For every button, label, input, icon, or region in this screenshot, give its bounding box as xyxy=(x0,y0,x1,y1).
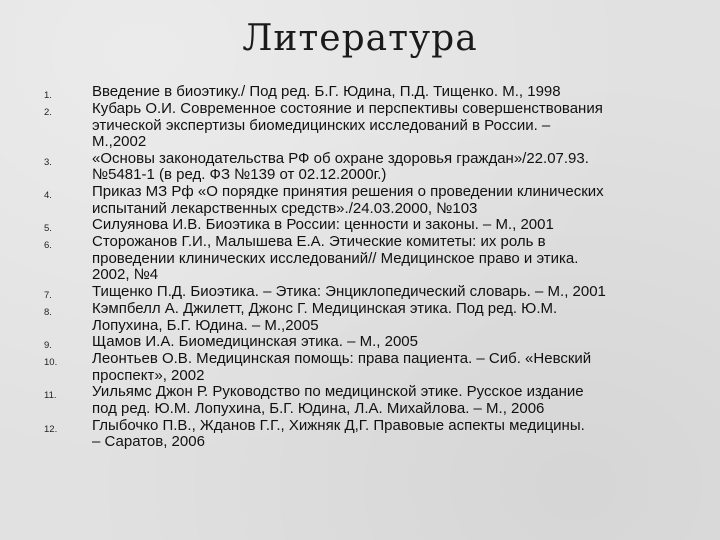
item-number: 7. xyxy=(44,289,52,301)
item-number: 11. xyxy=(44,390,57,402)
item-number: 5. xyxy=(44,223,52,235)
item-text: Сторожанов Г.И., Малышева Е.А. Этические комитеты: их роль в проведении клинических исследований// Медицинское право и этика. 2002, №4 xyxy=(92,233,579,284)
item-text: Тищенко П.Д. Биоэтика. – Этика: Энциклопедический словарь. – М., 2001 xyxy=(92,282,606,300)
slide-title: Литература xyxy=(242,18,478,59)
item-text: Кубарь О.И. Современное состояние и перспективы совершенствования этической экспертизы биомедицинских исследований в России. – М.,2002 xyxy=(92,100,603,151)
list-item xyxy=(36,284,686,301)
item-number: 4. xyxy=(44,189,52,201)
item-number: 2. xyxy=(44,107,52,118)
list-item xyxy=(36,384,686,417)
list-item xyxy=(36,418,686,451)
item-number: 9. xyxy=(44,340,52,352)
item-number: 10. xyxy=(44,357,58,369)
item-text: Приказ МЗ Рф «О порядке принятия решения о проведении клинических испытаний лекарственных средств»./24.03.2000, №103 xyxy=(92,182,604,217)
list-item xyxy=(36,234,686,284)
item-text: Силуянова И.В. Биоэтика в России: ценности и законы. – М., 2001 xyxy=(92,216,554,234)
list-item xyxy=(36,301,686,334)
item-text: «Основы законодательства РФ об охране здоровья граждан»/22.07.93. №5481-1 (в ред. ФЗ №139 от 02.12.2000г.) xyxy=(92,149,589,184)
item-text: Кэмпбелл А. Джилетт, Джонс Г. Медицинская этика. Под ред. Ю.М. Лопухина, Б.Г. Юдина. – М.,2005 xyxy=(92,299,558,334)
item-number: 8. xyxy=(44,306,52,318)
item-number: 6. xyxy=(44,240,52,252)
item-text: Введение в биоэтику./ Под ред. Б.Г. Юдина, П.Д. Тищенко. М., 1998 xyxy=(92,83,561,100)
item-text: Леонтьев О.В. Медицинская помощь: права пациента. – Сиб. «Невский проспект», 2002 xyxy=(92,350,592,384)
item-number: 12. xyxy=(44,423,58,435)
item-text: Глыбочко П.В., Жданов Г.Г., Хижняк Д,Г. Правовые аспекты медицины. – Саратов, 2006 xyxy=(92,416,585,451)
list-item xyxy=(36,351,686,384)
list-item xyxy=(36,334,686,351)
item-text: Щамов И.А. Биомедицинская этика. – М., 2005 xyxy=(92,333,418,351)
item-number: 1. xyxy=(44,90,52,101)
list-item xyxy=(36,84,686,101)
list-item xyxy=(36,217,686,234)
item-text: Уильямс Джон Р. Руководство по медицинской этике. Русское издание под ред. Ю.М. Лопухина, Б.Г. Юдина, Л.А. Михайлова. – М., 2006 xyxy=(92,383,584,417)
list-item xyxy=(36,151,686,184)
list-item xyxy=(36,184,686,217)
item-number: 3. xyxy=(44,156,52,168)
list-item xyxy=(36,101,686,151)
reference-list xyxy=(36,84,686,451)
